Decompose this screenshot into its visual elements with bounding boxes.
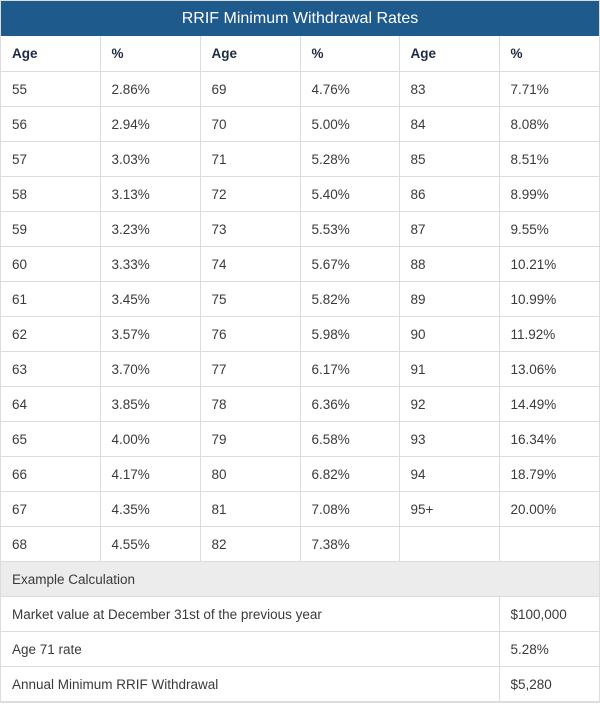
example-row bbox=[1, 597, 599, 632]
rate-cell: 3.23% bbox=[100, 212, 200, 247]
age-cell: 86 bbox=[399, 177, 499, 212]
age-cell: 61 bbox=[1, 282, 100, 317]
age-cell: 83 bbox=[399, 72, 499, 107]
table-row bbox=[1, 527, 599, 562]
rate-cell: 3.57% bbox=[100, 317, 200, 352]
age-cell: 71 bbox=[200, 142, 300, 177]
example-value: $5,280 bbox=[499, 667, 599, 702]
table-row bbox=[1, 317, 599, 352]
age-cell: 68 bbox=[1, 527, 100, 562]
rate-cell: 4.35% bbox=[100, 492, 200, 527]
age-cell: 63 bbox=[1, 352, 100, 387]
table-row bbox=[1, 387, 599, 422]
rate-cell: 8.99% bbox=[499, 177, 599, 212]
age-cell: 66 bbox=[1, 457, 100, 492]
rate-cell: 6.58% bbox=[300, 422, 399, 457]
rate-cell: 7.38% bbox=[300, 527, 399, 562]
age-cell: 64 bbox=[1, 387, 100, 422]
table-row bbox=[1, 282, 599, 317]
example-label: Market value at December 31st of the previous year bbox=[1, 597, 499, 632]
header-row bbox=[1, 36, 599, 72]
table-row bbox=[1, 177, 599, 212]
example-label: Age 71 rate bbox=[1, 632, 499, 667]
age-cell bbox=[399, 527, 499, 562]
age-cell: 74 bbox=[200, 247, 300, 282]
age-cell: 85 bbox=[399, 142, 499, 177]
age-cell: 55 bbox=[1, 72, 100, 107]
age-cell: 90 bbox=[399, 317, 499, 352]
table-row bbox=[1, 457, 599, 492]
age-cell: 67 bbox=[1, 492, 100, 527]
example-value: $100,000 bbox=[499, 597, 599, 632]
rate-cell: 5.82% bbox=[300, 282, 399, 317]
age-cell: 73 bbox=[200, 212, 300, 247]
age-cell: 81 bbox=[200, 492, 300, 527]
age-cell: 87 bbox=[399, 212, 499, 247]
age-cell: 76 bbox=[200, 317, 300, 352]
rate-cell: 3.33% bbox=[100, 247, 200, 282]
age-cell: 79 bbox=[200, 422, 300, 457]
rate-cell: 4.55% bbox=[100, 527, 200, 562]
age-cell: 70 bbox=[200, 107, 300, 142]
age-cell: 92 bbox=[399, 387, 499, 422]
example-row bbox=[1, 632, 599, 667]
age-cell: 75 bbox=[200, 282, 300, 317]
rate-cell: 2.86% bbox=[100, 72, 200, 107]
rate-cell: 10.21% bbox=[499, 247, 599, 282]
rate-cell: 7.71% bbox=[499, 72, 599, 107]
rate-cell: 5.28% bbox=[300, 142, 399, 177]
age-cell: 62 bbox=[1, 317, 100, 352]
rate-cell: 14.49% bbox=[499, 387, 599, 422]
example-value: 5.28% bbox=[499, 632, 599, 667]
table-row bbox=[1, 72, 599, 107]
rate-cell: 13.06% bbox=[499, 352, 599, 387]
rate-cell: 6.17% bbox=[300, 352, 399, 387]
example-label: Annual Minimum RRIF Withdrawal bbox=[1, 667, 499, 702]
age-cell: 72 bbox=[200, 177, 300, 212]
header-percent: % bbox=[300, 36, 399, 72]
example-heading-row bbox=[1, 562, 599, 597]
rate-cell: 10.99% bbox=[499, 282, 599, 317]
example-heading: Example Calculation bbox=[1, 562, 599, 597]
rate-cell: 3.45% bbox=[100, 282, 200, 317]
table-row bbox=[1, 107, 599, 142]
table-row bbox=[1, 142, 599, 177]
rate-cell: 16.34% bbox=[499, 422, 599, 457]
rate-cell: 9.55% bbox=[499, 212, 599, 247]
age-cell: 93 bbox=[399, 422, 499, 457]
rate-cell: 6.82% bbox=[300, 457, 399, 492]
rate-cell: 4.17% bbox=[100, 457, 200, 492]
age-cell: 84 bbox=[399, 107, 499, 142]
rate-cell: 5.53% bbox=[300, 212, 399, 247]
rate-cell: 4.00% bbox=[100, 422, 200, 457]
age-cell: 60 bbox=[1, 247, 100, 282]
age-cell: 58 bbox=[1, 177, 100, 212]
age-cell: 59 bbox=[1, 212, 100, 247]
rate-cell: 3.85% bbox=[100, 387, 200, 422]
age-cell: 88 bbox=[399, 247, 499, 282]
header-age: Age bbox=[1, 36, 100, 72]
rate-cell: 2.94% bbox=[100, 107, 200, 142]
header-percent: % bbox=[100, 36, 200, 72]
rate-cell bbox=[499, 527, 599, 562]
age-cell: 77 bbox=[200, 352, 300, 387]
rate-cell: 4.76% bbox=[300, 72, 399, 107]
rate-cell: 5.40% bbox=[300, 177, 399, 212]
rate-cell: 3.13% bbox=[100, 177, 200, 212]
rate-cell: 3.70% bbox=[100, 352, 200, 387]
example-row bbox=[1, 667, 599, 702]
age-cell: 56 bbox=[1, 107, 100, 142]
table-row bbox=[1, 492, 599, 527]
header-age: Age bbox=[399, 36, 499, 72]
rate-cell: 5.00% bbox=[300, 107, 399, 142]
age-cell: 94 bbox=[399, 457, 499, 492]
rate-cell: 18.79% bbox=[499, 457, 599, 492]
header-percent: % bbox=[499, 36, 599, 72]
table-row bbox=[1, 247, 599, 282]
rate-cell: 20.00% bbox=[499, 492, 599, 527]
age-cell: 95+ bbox=[399, 492, 499, 527]
age-cell: 91 bbox=[399, 352, 499, 387]
rate-cell: 3.03% bbox=[100, 142, 200, 177]
rate-cell: 6.36% bbox=[300, 387, 399, 422]
age-cell: 69 bbox=[200, 72, 300, 107]
age-cell: 82 bbox=[200, 527, 300, 562]
age-cell: 78 bbox=[200, 387, 300, 422]
age-cell: 65 bbox=[1, 422, 100, 457]
rate-cell: 5.98% bbox=[300, 317, 399, 352]
header-age: Age bbox=[200, 36, 300, 72]
rate-cell: 8.51% bbox=[499, 142, 599, 177]
rates-table bbox=[1, 36, 599, 702]
rate-cell: 5.67% bbox=[300, 247, 399, 282]
rate-cell: 7.08% bbox=[300, 492, 399, 527]
age-cell: 89 bbox=[399, 282, 499, 317]
table-row bbox=[1, 422, 599, 457]
table-row bbox=[1, 212, 599, 247]
age-cell: 57 bbox=[1, 142, 100, 177]
table-title: RRIF Minimum Withdrawal Rates bbox=[1, 1, 599, 36]
table-row bbox=[1, 352, 599, 387]
rate-cell: 8.08% bbox=[499, 107, 599, 142]
rate-cell: 11.92% bbox=[499, 317, 599, 352]
age-cell: 80 bbox=[200, 457, 300, 492]
